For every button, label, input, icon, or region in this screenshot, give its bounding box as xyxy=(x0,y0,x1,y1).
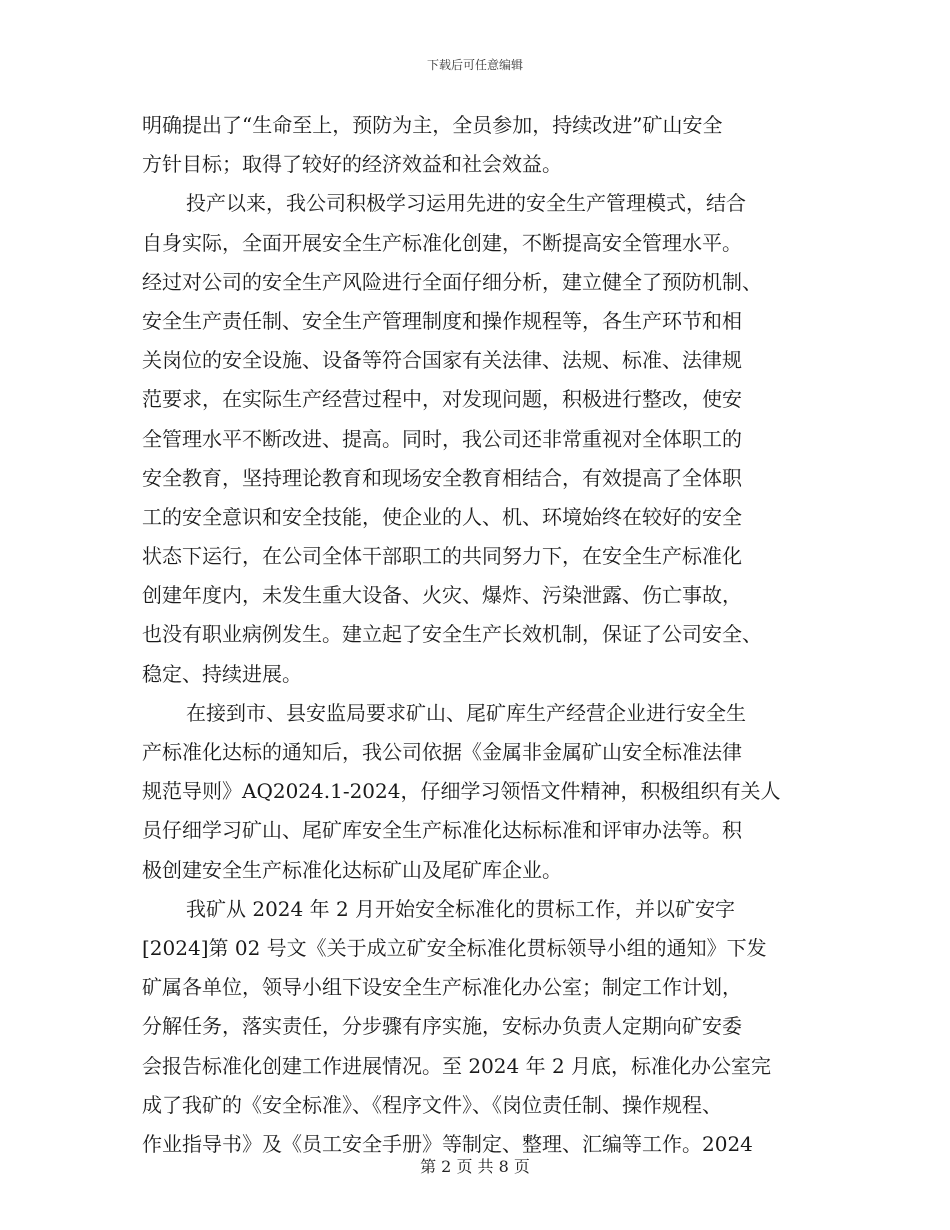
text-line: 安全教育，坚持理论教育和现场安全教育相结合，有效提高了全体职 xyxy=(142,465,742,490)
text-line: 会报告标准化创建工作进展情况。至 2024 年 2 月底，标准化办公室完 xyxy=(142,1053,772,1078)
text-line: 矿属各单位，领导小组下设安全生产标准化办公室；制定工作计划， xyxy=(142,975,742,1000)
text-line: 状态下运行，在公司全体干部职工的共同努力下，在安全生产标准化 xyxy=(142,544,742,569)
text-line: 全管理水平不断改进、提高。同时，我公司还非常重视对全体职工的 xyxy=(142,426,742,451)
text-line: 也没有职业病例发生。建立起了安全生产长效机制，保证了公司安全、 xyxy=(142,622,762,647)
text-line: 规范导则》AQ2024.1-2024，仔细学习领悟文件精神，积极组织有关人 xyxy=(142,779,781,804)
text-line: 范要求，在实际生产经营过程中，对发现问题，积极进行整改，使安 xyxy=(142,387,742,412)
text-line: 成了我矿的《安全标准》、《程序文件》、《岗位责任制、操作规程、 xyxy=(142,1092,722,1117)
text-line: 作业指导书》及《员工安全手册》等制定、整理、汇编等工作。2024 xyxy=(142,1131,753,1156)
text-line: 关岗位的安全设施、设备等符合国家有关法律、法规、标准、法律规 xyxy=(142,348,742,373)
text-line: 工的安全意识和安全技能，使企业的人、机、环境始终在较好的安全 xyxy=(142,504,742,529)
paragraph-start-line: 在接到市、县安监局要求矿山、尾矿库生产经营企业进行安全生 xyxy=(186,700,746,725)
paragraph-start-line: 投产以来，我公司积极学习运用先进的安全生产管理模式，结合 xyxy=(186,191,746,216)
page-header-note: 下载后可任意编辑 xyxy=(426,58,523,72)
text-line: 员仔细学习矿山、尾矿库安全生产标准化达标标准和评审办法等。积 xyxy=(142,818,742,843)
text-line: 创建年度内，未发生重大设备、火灾、爆炸、污染泄露、伤亡事故， xyxy=(142,583,742,608)
text-line: [2024]第 02 号文《关于成立矿安全标准化贯标领导小组的通知》下发 xyxy=(142,935,767,960)
text-line: 稳定、持续进展。 xyxy=(142,661,302,686)
text-line: 方针目标；取得了较好的经济效益和社会效益。 xyxy=(142,152,562,177)
text-line: 分解任务，落实责任，分步骤有序实施，安标办负责人定期向矿安委 xyxy=(142,1014,742,1039)
text-line: 产标准化达标的通知后，我公司依据《金属非金属矿山安全标准法律 xyxy=(142,740,742,764)
page-number-footer: 第 2 页 共 8 页 xyxy=(420,1157,530,1176)
text-line: 自身实际，全面开展安全生产标准化创建，不断提高安全管理水平。 xyxy=(142,230,742,255)
document-body xyxy=(142,106,806,1164)
text-line: 明确提出了“生命至上，预防为主，全员参加，持续改进”矿山安全 xyxy=(142,113,723,137)
text-line: 极创建安全生产标准化达标矿山及尾矿库企业。 xyxy=(142,857,562,882)
text-line: 经过对公司的安全生产风险进行全面仔细分析，建立健全了预防机制、 xyxy=(142,269,762,294)
paragraph-start-line: 我矿从 2024 年 2 月开始安全标准化的贯标工作，并以矿安字 xyxy=(186,896,736,921)
text-line: 安全生产责任制、安全生产管理制度和操作规程等，各生产环节和相 xyxy=(142,308,742,333)
